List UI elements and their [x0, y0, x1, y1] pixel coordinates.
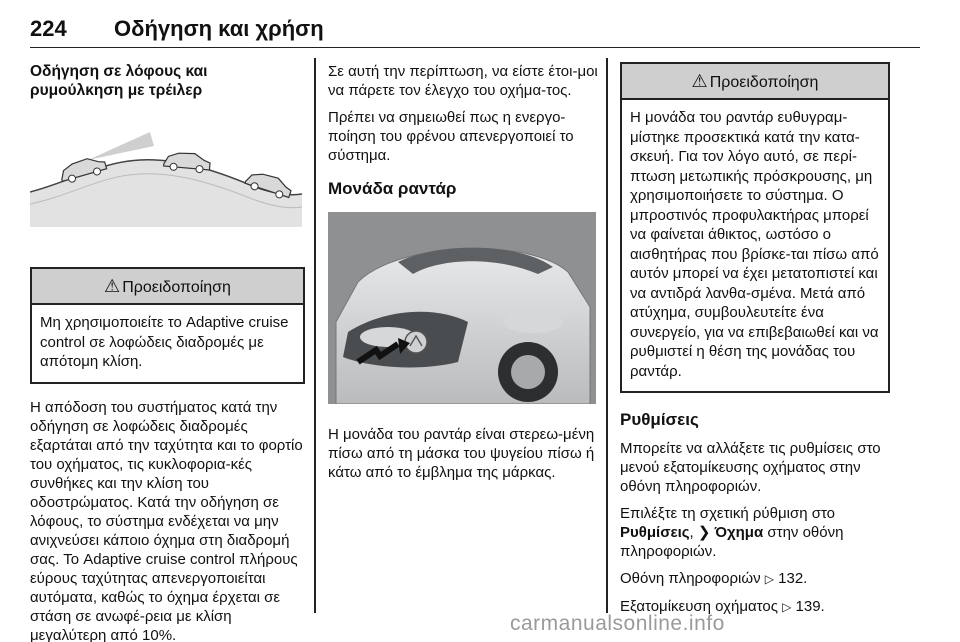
body-paragraph: Η απόδοση του συστήματος κατά την οδήγηση σε λοφώδεις διαδρομές εξαρτάται από την ταχύτητα και το φορτίο του οχήματος, τις κυκλοφορια-κές συνθήκες και την κλίση του οδοστρώματος. Κατά την οδήγηση σε λόφους, το σύστημα ενδέχεται να μην ανιχνεύσει κάποιο όχημα στη διαδρομή σας. Το Adaptive cruise control πλήρους εύρους ταχύτητας απενεργοποιείται αυτόματα, καθώς το όχημα έρχεται σε στάση σε ανωφέ-ρεια με κλίση μεγαλύτερη από 10%.: [30, 398, 303, 642]
warning-text: Μη χρησιμοποιείτε το Adaptive cruise control σε λοφώδεις διαδρομές με απότομη κλίση.: [40, 314, 289, 370]
radar-caption: Η μονάδα του ραντάρ είναι στερεω-μένη πίσω από τη μάσκα του ψυγείου πίσω ή κάτω από το έμβλημα της μάρκας.: [328, 426, 595, 481]
page-header: [30, 16, 920, 48]
hill-driving-illustration: [30, 112, 302, 227]
section-heading-settings: Ρυθμίσεις: [620, 410, 699, 429]
menu-path-vehicle: Όχημα: [714, 524, 764, 541]
column-divider-1: [314, 58, 316, 613]
warning-box-hills: [30, 267, 305, 384]
chapter-title: Οδήγηση και χρήση: [114, 16, 324, 41]
menu-path-settings: Ρυθμίσεις: [620, 524, 690, 541]
page-reference-arrow-icon: ▷: [782, 600, 792, 614]
reference-info-display[interactable]: Οθόνη πληροφοριών ▷ 132.: [620, 570, 808, 587]
paragraph-brake: Πρέπει να σημειωθεί πως η ενεργο-ποίηση του φρένου απενεργοποιεί το σύστημα.: [328, 109, 574, 164]
warning-box-radar: [620, 62, 890, 393]
watermark: carmanualsonline.info: [510, 612, 725, 635]
paragraph-select-setting: Επιλέξτε τη σχετική ρύθμιση στο Ρυθμίσεις, ❯ Όχημα στην οθόνη πληροφοριών.: [620, 505, 844, 560]
radar-unit-photo: [328, 212, 596, 404]
column-divider-2: [606, 58, 608, 613]
warning-title: Προειδοποίηση: [122, 279, 231, 296]
page-number: 224: [30, 16, 67, 41]
section-heading-radar: Μονάδα ραντάρ: [328, 179, 457, 198]
warning-triangle-icon: ⚠: [691, 71, 708, 91]
warning-title: Προειδοποίηση: [709, 74, 819, 91]
column-1: [30, 62, 305, 642]
paragraph-settings-menu: Μπορείτε να αλλάξετε τις ρυθμίσεις στο μενού εξατομίκευσης οχήματος στην οθόνη πληροφοριών.: [620, 440, 881, 495]
page-reference-arrow-icon: ▷: [764, 572, 774, 586]
warning-triangle-icon: ⚠: [104, 276, 121, 296]
reference-vehicle-personalization[interactable]: Εξατομίκευση οχήματος ▷ 139.: [620, 598, 825, 615]
column-3: [620, 62, 890, 617]
column-2: [328, 62, 598, 482]
menu-arrow-icon: ❯: [697, 524, 711, 541]
warning-text: Η μονάδα του ραντάρ ευθυγραμ-μίστηκε προσεκτικά κατά την κατα-σκευή. Για τον λόγο αυτό, σε περί-πτωση μετωπικής πρόσκρουσης, μη χρησιμοποιήσετε το σύστημα. Ο μπροστινός προφυλακτήρας μπορεί να φαίνεται άθικτος, ωστόσο ο αισθητήρας που βρίσκε-ται πίσω από αυτόν μπορεί να έχει μετατοπιστεί και να αντιδρά λανθα-σμένα. Μετά από ατύχημα, συμβουλευτείτε ένα συνεργείο, για να επιβεβαιωθεί και να ρυθμιστεί η θέση της μονάδας του ραντάρ.: [630, 109, 879, 380]
section-subheading: Οδήγηση σε λόφους και ρυμούλκηση με τρέιλερ: [30, 63, 208, 99]
paragraph-take-control: Σε αυτή την περίπτωση, να είστε έτοι-μοι να πάρετε τον έλεγχο του οχήμα-τος.: [328, 63, 598, 99]
